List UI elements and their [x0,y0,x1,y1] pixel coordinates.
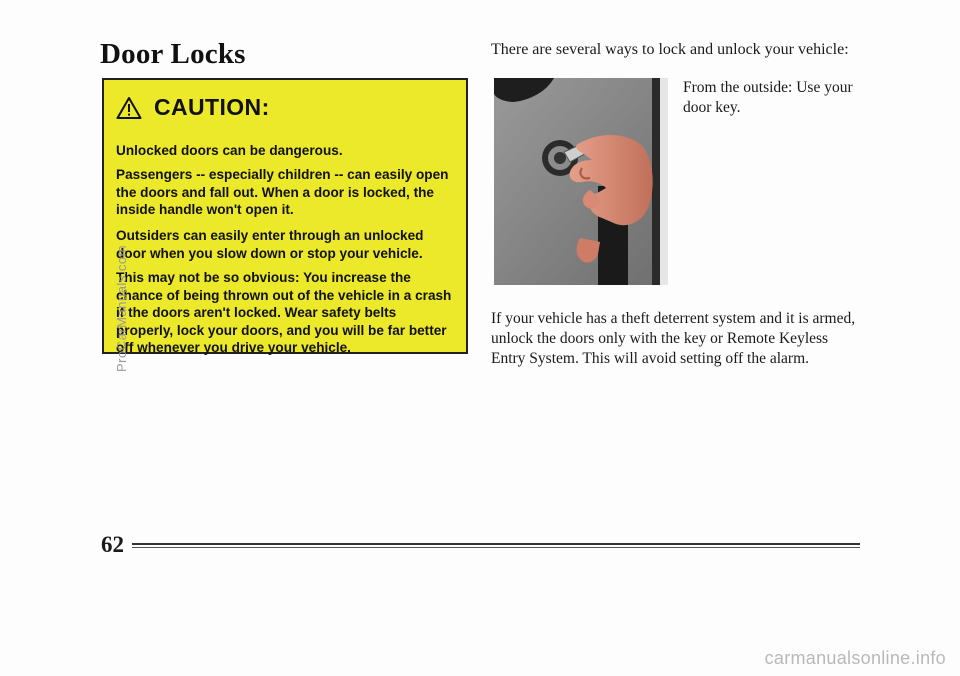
caution-paragraph: Unlocked doors can be dangerous. [116,143,343,158]
footer-rule [132,543,860,545]
intro-text: There are several ways to lock and unlock your vehicle: [491,41,849,58]
theft-deterrent-note: If your vehicle has a theft deterrent system and it is armed, unlock the doors only with the key or Remote Keyless Entry System. This will avoid setting off the alarm. [491,310,856,367]
outside-instructions: From the outside: Use your door key. [683,79,853,116]
caution-paragraph: Outsiders can easily enter through an unlocked door when you slow down or stop your vehicle. [116,228,424,261]
door-key-photo [494,78,668,285]
page-title: Door Locks [100,38,246,70]
bottom-watermark: carmanualsonline.info [764,648,946,668]
caution-header [116,94,270,121]
footer-rule [132,547,860,548]
caution-paragraph: Passengers -- especially children -- can easily open the doors and fall out. When a door is locked, the inside handle won't open it. [116,167,449,217]
caution-box [102,78,468,354]
warning-triangle-icon [116,96,142,120]
side-watermark: ProCarManuals.com [114,245,129,372]
caution-heading: CAUTION: [154,94,270,120]
page-number: 62 [101,532,124,557]
caution-paragraph: This may not be so obvious: You increase the chance of being thrown out of the vehicle in a crash if the doors aren't locked. Wear safety belts properly, lock your doors, and you will be far better off whenever you drive your vehicle. [116,270,452,355]
